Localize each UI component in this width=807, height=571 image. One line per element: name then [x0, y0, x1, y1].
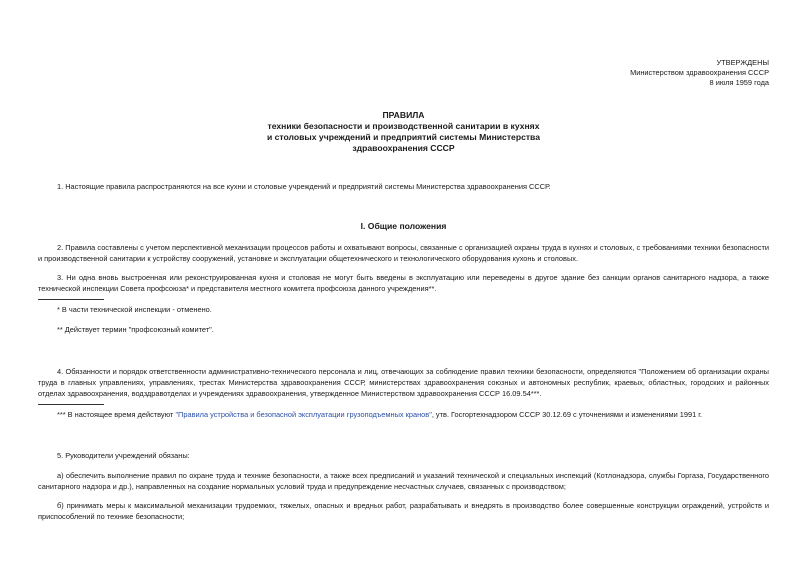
approval-stamp — [630, 58, 769, 88]
section-heading-general: I. Общие положения — [360, 221, 447, 231]
approved-line-3: 8 июля 1959 года — [709, 78, 769, 87]
title-line-2: техники безопасности и производственной санитарии в кухнях — [267, 121, 540, 131]
title-line-4: здравоохранения СССР — [352, 143, 455, 153]
paragraph-5: 5. Руководители учреждений обязаны: — [57, 451, 190, 460]
approved-line-1: УТВЕРЖДЕНЫ — [716, 58, 769, 67]
paragraph-5a: а) обеспечить выполнение правил по охране труда и технике безопасности, а также всех предписаний и указаний технической и специальных инспекций (Котлонадзора, службы Горгаза, Государственного санитарного надзора и др.), направленных на создание нормальных условий труда и предупреждение несчастных случаев, связанных с производством; — [38, 471, 769, 491]
footnote-divider — [38, 299, 104, 300]
paragraph-2: 2. Правила составлены с учетом перспективной механизации процессов работы и охватывают вопросы, связанные с организацией охраны труда в кухнях и столовых, с требованиями техники безопасности и производственной санитарии к устройству сооружений, установке и эксплуатации общетехнического и технологического оборудования кухонь и столовых. — [38, 243, 769, 263]
footnote-divider-2 — [38, 404, 104, 405]
title-line-3: и столовых учреждений и предприятий системы Министерства — [266, 132, 541, 142]
approved-line-2: Министерством здравоохранения СССР — [630, 68, 769, 77]
paragraph-3: 3. Ни одна вновь выстроенная или реконструированная кухня и столовая не могут быть введены в эксплуатацию или переведены в другое здание без санкции органов санитарного надзора, а также технической инспекции Совета профсоюза* и представителя местного комитета профсоюза данного учреждения**. — [38, 273, 769, 293]
footnote-1: * В части технической инспекции - отменено. — [57, 305, 212, 314]
footnote-3-suffix: , утв. Госгортехнадзором СССР 30.12.69 с уточнениями и изменениями 1991 г. — [431, 410, 703, 419]
footnote-3-prefix: *** В настоящее время действуют — [57, 410, 176, 419]
paragraph-1: 1. Настоящие правила распространяются на все кухни и столовые учреждений и предприятий системы Министерства здравоохранения СССР. — [57, 182, 551, 191]
document-title — [0, 110, 807, 154]
footnote-3 — [57, 409, 769, 420]
footnote-2: ** Действует термин "профсоюзный комитет". — [57, 325, 214, 334]
paragraph-4: 4. Обязанности и порядок ответственности административно-технического персонала и лиц, отвечающих за соблюдение правил техники безопасности, определяются "Положением об организации охраны труда в главных управлениях, управлениях, трестах Министерства здравоохранения СССР, министерствах здравоохранения союзных и автономных республик, краевых, областных, городских и районных отделах здравоохранения, водздравотделах и учреждениях здравоохранения, утвержденное Министерством здравоохранения СССР 16.09.54***. — [38, 367, 769, 398]
crane-rules-link[interactable]: "Правила устройства и безопасной эксплуатации грузоподъемных кранов" — [175, 410, 432, 419]
paragraph-5b: б) принимать меры к максимальной механизации трудоемких, тяжелых, опасных и вредных работ, разрабатывать и внедрять в производство более совершенные конструкции ограждений, устройств и приспособлений по технике безопасности; — [38, 501, 769, 521]
title-line-1: ПРАВИЛА — [382, 110, 425, 120]
